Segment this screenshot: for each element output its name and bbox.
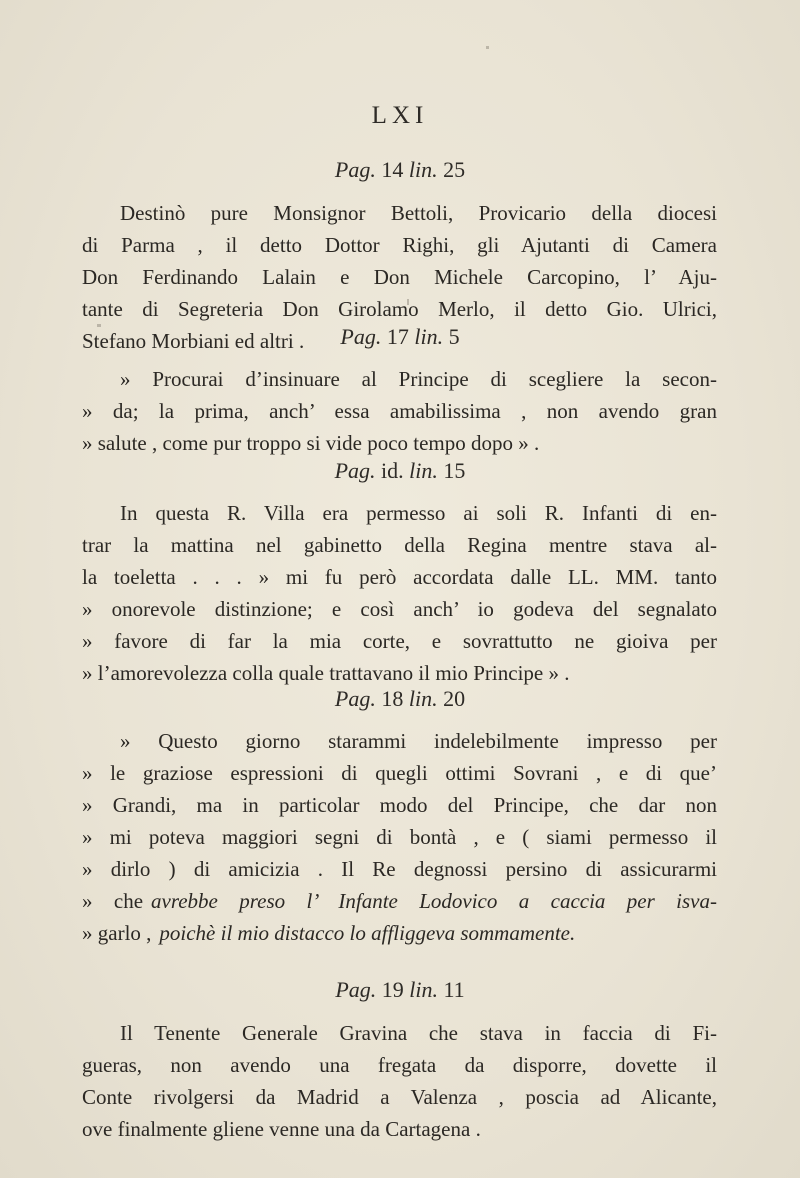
heading-page: id. — [381, 458, 404, 483]
heading-prefix: Pag. — [334, 686, 376, 711]
text-line: tante di Segreteria Don Girolamo Merlo, il detto Gio. Ulrici, — [82, 297, 717, 321]
text-line: Il Tenente Generale Gravina che stava in faccia di Fi- — [120, 1021, 717, 1045]
heading-line: 5 — [448, 324, 460, 349]
text-line — [82, 917, 717, 949]
text-line — [82, 885, 717, 917]
heading-line: 15 — [443, 458, 466, 483]
heading-page: 17 — [386, 324, 409, 349]
heading-lin-label: lin. — [409, 977, 438, 1002]
italic-text: poichè il mio distacco lo affliggeva sommamente. — [159, 921, 576, 945]
text-line: la toeletta . . . » mi fu però accordata dalle LL. MM. tanto — [82, 565, 717, 589]
heading-prefix: Pag. — [334, 458, 376, 483]
paragraph — [82, 497, 717, 689]
page-folio: LXI — [371, 102, 429, 129]
paragraph — [82, 1017, 717, 1145]
text-line: » onorevole distinzione; e così anch’ io godeva del segnalato — [82, 597, 717, 621]
text-line: » l’amorevolezza colla quale trattavano il mio Principe » . — [82, 661, 570, 685]
text-line: Destinò pure Monsignor Bettoli, Provicario della diocesi — [120, 201, 717, 225]
text-line: » Procurai d’insinuare al Principe di scegliere la secon- — [120, 367, 717, 391]
heading-lin-label: lin. — [414, 324, 444, 349]
text-line: » dirlo ) di amicizia . Il Re degnossi persino di assicurarmi — [82, 857, 717, 881]
text-line: ove finalmente gliene venne una da Cartagena . — [82, 1117, 481, 1141]
line-lead: » che — [82, 889, 144, 913]
heading-line: 11 — [443, 977, 465, 1002]
text-line: gueras, non avendo una fregata da disporre, dovette il — [82, 1053, 717, 1077]
section-heading — [0, 977, 800, 1003]
text-line: trar la mattina nel gabinetto della Regina mentre stava al- — [82, 533, 717, 557]
section-heading — [0, 686, 800, 712]
section-heading — [0, 324, 800, 350]
heading-lin-label: lin. — [409, 458, 438, 483]
text-line: di Parma , il detto Dottor Righi, gli Ajutanti di Camera — [82, 233, 717, 257]
text-line: Conte rivolgersi da Madrid a Valenza , poscia ad Alicante, — [82, 1085, 717, 1109]
heading-lin-label: lin. — [408, 157, 438, 182]
text-line: » favore di far la mia corte, e sovrattutto ne gioiva per — [82, 629, 717, 653]
heading-page: 19 — [381, 977, 404, 1002]
paragraph — [82, 725, 717, 949]
text-line: Don Ferdinando Lalain e Don Michele Carcopino, l’ Aju- — [82, 265, 717, 289]
paper-speck — [486, 46, 489, 49]
heading-line: 25 — [443, 157, 466, 182]
heading-page: 18 — [381, 686, 404, 711]
heading-page: 14 — [381, 157, 404, 182]
heading-prefix: Pag. — [335, 977, 377, 1002]
heading-line: 20 — [443, 686, 466, 711]
text-line: » salute , come pur troppo si vide poco tempo dopo » . — [82, 431, 540, 455]
text-line: » Questo giorno starammi indelebilmente impresso per — [120, 729, 717, 753]
section-heading — [0, 458, 800, 484]
heading-lin-label: lin. — [408, 686, 438, 711]
text-line: » le graziose espressioni di quegli ottimi Sovrani , e di que’ — [82, 761, 717, 785]
text-line: In questa R. Villa era permesso ai soli R. Infanti di en- — [120, 501, 717, 525]
heading-prefix: Pag. — [334, 157, 376, 182]
heading-prefix: Pag. — [340, 324, 382, 349]
paragraph — [82, 363, 717, 459]
text-line: Stefano Morbiani ed altri . — [82, 329, 305, 353]
italic-text: avrebbe preso l’ Infante Lodovico a caccia per isva- — [151, 889, 717, 913]
text-line: » da; la prima, anch’ essa amabilissima , non avendo gran — [82, 399, 717, 423]
section-heading — [0, 157, 800, 183]
text-line: » mi poteva maggiori segni di bontà , e ( siami permesso il — [82, 825, 717, 849]
line-lead: » garlo , — [82, 921, 152, 945]
text-line: » Grandi, ma in particolar modo del Principe, che dar non — [82, 793, 717, 817]
